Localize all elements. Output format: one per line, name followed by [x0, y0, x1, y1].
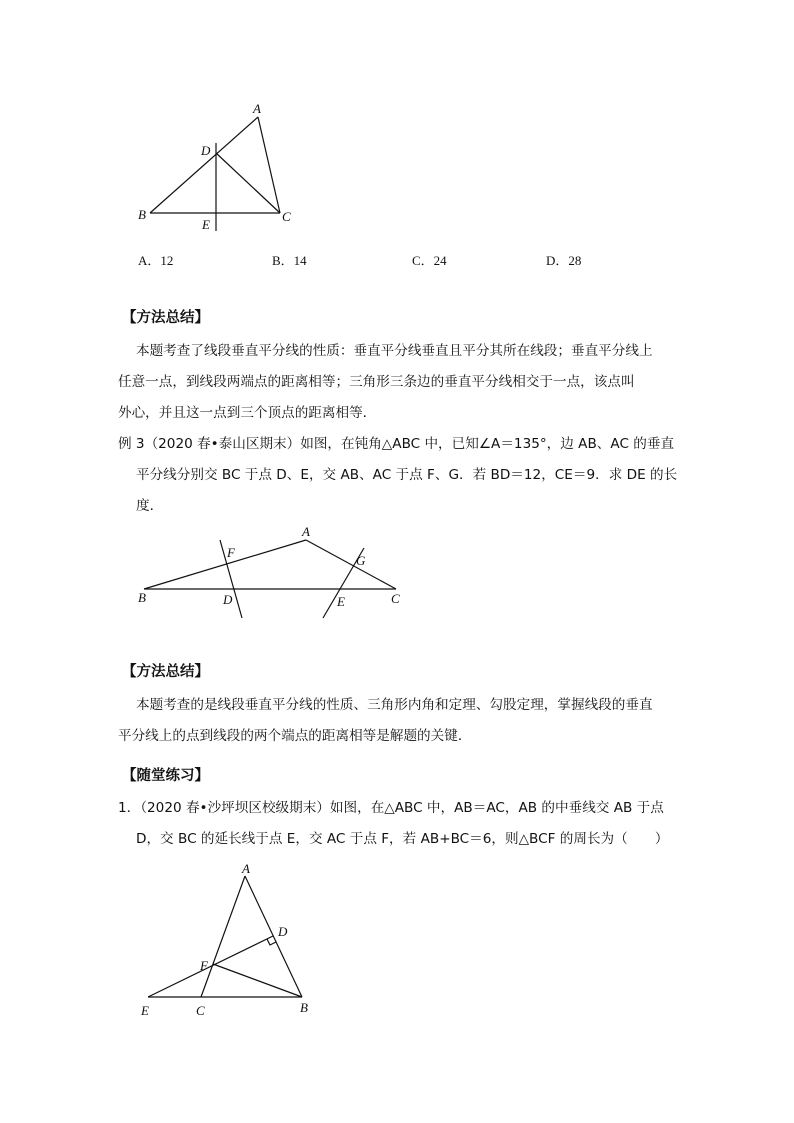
- practice-q1-line-2: D，交 BC 的延长线于点 E，交 AC 于点 F，若 AB+BC＝6，则△BCF 的周长为（ ）: [136, 831, 669, 847]
- label-E: E: [202, 217, 210, 232]
- label-A: A: [302, 524, 310, 539]
- choice-a[interactable]: A．12: [138, 253, 174, 268]
- practice-q1-line-1: 1．（2020 春•沙坪坝区校级期末）如图，在△ABC 中，AB＝AC，AB 的中垂线交 AB 于点: [118, 800, 664, 816]
- method-summary-text-1: [118, 336, 688, 429]
- summary1-line-3: 外心，并且这一点到三个顶点的距离相等．: [118, 405, 377, 421]
- choice-d[interactable]: D．28: [546, 253, 582, 268]
- segment-AC: [258, 117, 280, 213]
- label-D: D: [201, 143, 211, 158]
- choice-b[interactable]: B．14: [272, 253, 307, 268]
- segment-AC: [306, 540, 396, 589]
- summary2-line-1: 本题考查的是线段垂直平分线的性质、三角形内角和定理、勾股定理，掌握线段的垂直: [136, 697, 653, 713]
- segment-AC: [201, 876, 245, 997]
- label-C: C: [196, 1003, 205, 1018]
- method-summary-text-2: [118, 690, 688, 752]
- figure-3-isosceles-triangle: [130, 860, 330, 1025]
- label-C: C: [391, 591, 400, 606]
- segment-BA: [144, 540, 306, 589]
- label-C: C: [282, 209, 291, 224]
- summary2-line-2: 平分线上的点到线段的两个端点的距离相等是解题的关键．: [118, 728, 472, 744]
- example-3-text: [118, 429, 688, 522]
- method-summary-heading-1: 【方法总结】: [122, 310, 209, 326]
- label-A: A: [242, 861, 250, 876]
- choice-c[interactable]: C．24: [412, 253, 447, 268]
- practice-heading: 【随堂练习】: [122, 768, 209, 784]
- summary1-line-2: 任意一点，到线段两端点的距离相等；三角形三条边的垂直平分线相交于一点，该点叫: [118, 374, 635, 390]
- method-summary-heading-2: 【方法总结】: [122, 664, 209, 680]
- figure-1-triangle: [130, 95, 300, 240]
- label-E: E: [337, 594, 345, 609]
- bisector-ED: [148, 936, 273, 997]
- segment-DC: [216, 153, 280, 213]
- answer-choices: [138, 250, 658, 268]
- label-E: E: [141, 1003, 149, 1018]
- label-A: A: [253, 101, 261, 116]
- practice-question-1: [118, 793, 688, 855]
- example3-line-2: 平分线分别交 BC 于点 D、E，交 AB、AC 于点 F、G．若 BD＝12，CE＝9．求 DE 的长: [136, 467, 678, 483]
- example3-line-3: 度．: [136, 498, 164, 514]
- label-B: B: [138, 207, 146, 222]
- label-B: B: [300, 1000, 308, 1015]
- example3-line-1: 例 3（2020 春•泰山区期末）如图，在钝角△ABC 中，已知∠A＝135°，边 AB、AC 的垂直: [118, 436, 675, 452]
- label-D: D: [223, 592, 233, 607]
- label-G: G: [356, 553, 366, 568]
- label-D: D: [278, 924, 288, 939]
- segment-BA: [150, 117, 258, 213]
- figure-2-obtuse-triangle: [130, 520, 420, 625]
- summary1-line-1: 本题考查了线段垂直平分线的性质：垂直平分线垂直且平分其所在线段；垂直平分线上: [136, 343, 653, 359]
- label-B: B: [138, 590, 146, 605]
- label-F: F: [227, 545, 235, 560]
- label-F: F: [200, 958, 208, 973]
